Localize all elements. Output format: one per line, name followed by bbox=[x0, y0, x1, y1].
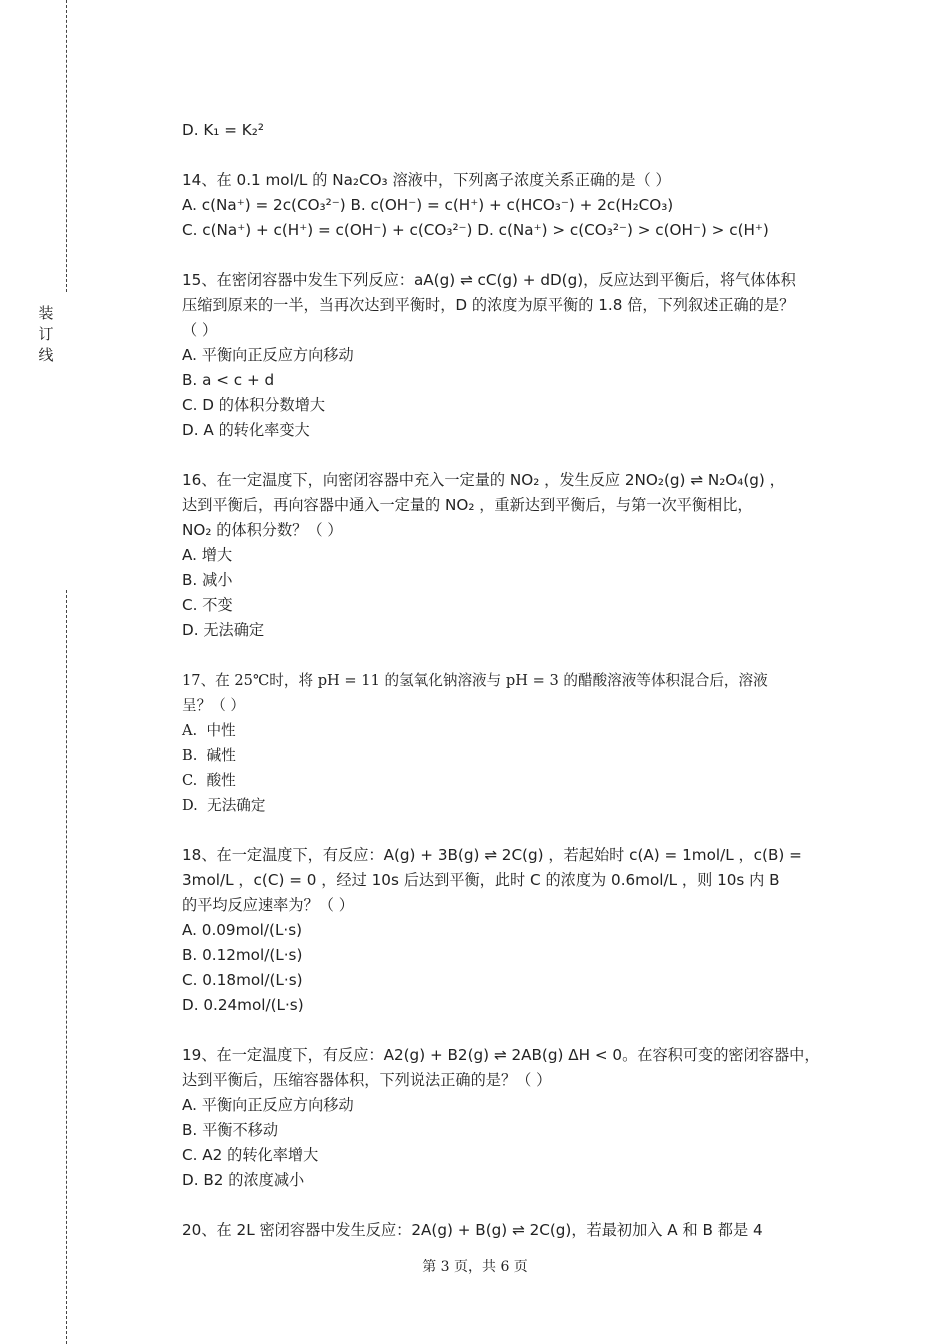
question-line: B. 减小 bbox=[182, 571, 233, 589]
question-line: A. 中性 bbox=[182, 722, 236, 739]
question-block bbox=[182, 468, 852, 643]
question-line: C. c(Na⁺) + c(H⁺) = c(OH⁻) + c(CO₃²⁻) D. c(Na⁺) > c(CO₃²⁻) > c(OH⁻) > c(H⁺) bbox=[182, 221, 769, 239]
question-line: D. 0.24mol/(L·s) bbox=[182, 996, 304, 1014]
question-line: C. 0.18mol/(L·s) bbox=[182, 971, 303, 989]
binding-line-top bbox=[66, 0, 67, 292]
question-block bbox=[182, 1218, 852, 1243]
question-line: B. 平衡不移动 bbox=[182, 1121, 279, 1139]
question-line: B. 碱性 bbox=[182, 747, 236, 764]
question-line: 15、在密闭容器中发生下列反应：aA(g) ⇌ cC(g) + dD(g)，反应达到平衡后，将气体体积 bbox=[182, 271, 796, 289]
question-line: B. a < c + d bbox=[182, 371, 275, 389]
question-line: 压缩到原来的一半，当再次达到平衡时，D 的浓度为原平衡的 1.8 倍，下列叙述正确的是？ bbox=[182, 296, 795, 314]
question-line: （ ） bbox=[182, 321, 218, 339]
binding-label: 装订线 bbox=[38, 304, 54, 364]
question-line: 3mol/L ，c(C) = 0 ，经过 10s 后达到平衡，此时 C 的浓度为 0.6mol/L ，则 10s 内 B bbox=[182, 871, 780, 889]
page-footer: 第 3 页，共 6 页 bbox=[422, 1259, 528, 1275]
question-line: 14、在 0.1 mol/L 的 Na₂CO₃ 溶液中，下列离子浓度关系正确的是（ ） bbox=[182, 171, 671, 189]
binding-line-bottom bbox=[66, 590, 67, 1344]
question-line: A. 平衡向正反应方向移动 bbox=[182, 346, 354, 364]
question-line: C. D 的体积分数增大 bbox=[182, 396, 326, 414]
question-line: C. 酸性 bbox=[182, 772, 236, 789]
question-block bbox=[182, 668, 852, 818]
question-line: A. 平衡向正反应方向移动 bbox=[182, 1096, 354, 1114]
question-block bbox=[182, 268, 852, 443]
question-line: 达到平衡后，再向容器中通入一定量的 NO₂ ，重新达到平衡后，与第一次平衡相比， bbox=[182, 496, 753, 514]
question-line: 17、在 25℃时，将 pH = 11 的氢氧化钠溶液与 pH = 3 的醋酸溶液等体积混合后，溶液 bbox=[182, 672, 768, 689]
question-line: 16、在一定温度下，向密闭容器中充入一定量的 NO₂ ，发生反应 2NO₂(g) ⇌ N₂O₄(g) ， bbox=[182, 471, 785, 489]
question-line: 19、在一定温度下，有反应：A2(g) + B2(g) ⇌ 2AB(g) ΔH < 0。在容积可变的密闭容器中， bbox=[182, 1046, 820, 1064]
question-line: A. 0.09mol/(L·s) bbox=[182, 921, 303, 939]
question-line: A. 增大 bbox=[182, 546, 233, 564]
question-block bbox=[182, 118, 852, 143]
question-line: A. c(Na⁺) = 2c(CO₃²⁻) B. c(OH⁻) = c(H⁺) + c(HCO₃⁻) + 2c(H₂CO₃) bbox=[182, 196, 674, 214]
question-line: C. A2 的转化率增大 bbox=[182, 1146, 319, 1164]
question-line: D. A 的转化率变大 bbox=[182, 421, 310, 439]
question-block bbox=[182, 843, 852, 1018]
question-content bbox=[182, 118, 852, 1268]
question-line: NO₂ 的体积分数？（ ） bbox=[182, 521, 343, 539]
question-line: 18、在一定温度下，有反应：A(g) + 3B(g) ⇌ 2C(g) ，若起始时 c(A) = 1mol/L ，c(B) = bbox=[182, 846, 802, 864]
question-block bbox=[182, 168, 852, 243]
question-line: D. B2 的浓度减小 bbox=[182, 1171, 305, 1189]
question-line: D. 无法确定 bbox=[182, 797, 266, 814]
question-line: B. 0.12mol/(L·s) bbox=[182, 946, 303, 964]
question-line: C. 不变 bbox=[182, 596, 233, 614]
question-line: 20、在 2L 密闭容器中发生反应：2A(g) + B(g) ⇌ 2C(g)，若最初加入 A 和 B 都是 4 bbox=[182, 1221, 763, 1239]
question-block bbox=[182, 1043, 852, 1193]
question-line: 达到平衡后，压缩容器体积，下列说法正确的是？（ ） bbox=[182, 1071, 552, 1089]
question-line: D. K₁ = K₂² bbox=[182, 121, 264, 139]
question-line: 的平均反应速率为？（ ） bbox=[182, 896, 354, 914]
question-line: D. 无法确定 bbox=[182, 621, 265, 639]
question-line: 呈？（ ） bbox=[182, 697, 246, 714]
